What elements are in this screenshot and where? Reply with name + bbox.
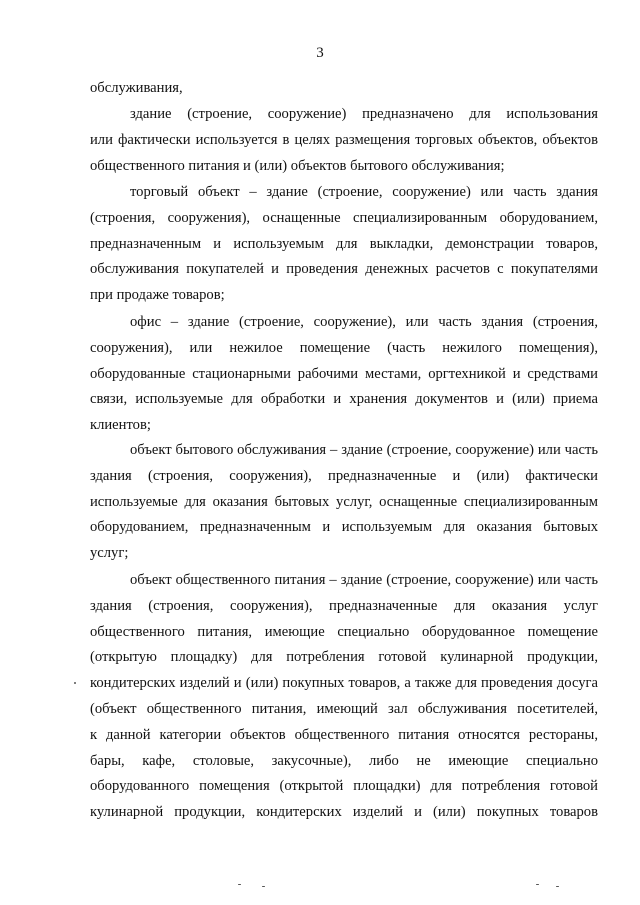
text-line: здание (строение, сооружение) предназначено для использования — [130, 106, 598, 122]
text-line: торговый объект – здание (строение, сооружение) или часть здания — [130, 184, 598, 200]
text-line: общественного питания, имеющие специально оборудованное помещение — [90, 623, 598, 640]
text-line: кулинарной продукции, кондитерских изделий и (или) покупных товаров — [90, 804, 598, 821]
text-line: оборудованного помещения (открытой площадки) для потребления готовой — [90, 778, 598, 795]
scan-speck — [262, 886, 265, 887]
text-line: (открытую площадку) для потребления готовой кулинарной продукции, — [90, 649, 598, 666]
scan-speck — [238, 884, 241, 885]
text-line: (объект общественного питания, имеющий зал обслуживания посетителей, — [90, 700, 598, 717]
text-line: здания (строения, сооружения), предназначенные и (или) фактически — [90, 467, 598, 484]
scan-speck — [74, 682, 76, 684]
text-line: здания (строения, сооружения), предназначенные для оказания услуг — [90, 597, 598, 614]
text-line: услуг; — [90, 545, 129, 562]
text-line: связи, используемые для обработки и хранения документов и (или) приема — [90, 391, 598, 408]
text-line: бары, кафе, столовые, закусочные), либо не имеющие специально — [90, 752, 598, 769]
page-number: 3 — [316, 45, 324, 61]
text-line: оборудованные стационарными рабочими местами, оргтехникой и средствами — [90, 365, 598, 382]
text-line: объект общественного питания – здание (строение, сооружение) или часть — [130, 572, 598, 588]
text-line: используемые для оказания бытовых услуг, оснащенные специализированным — [90, 493, 598, 510]
paragraph-continuation — [90, 76, 598, 102]
text-line: при продаже товаров; — [90, 287, 225, 304]
scan-speck — [536, 884, 539, 885]
text-line: сооружения), или нежилое помещение (часть нежилого помещения), — [90, 339, 598, 356]
text-line: объект бытового обслуживания – здание (строение, сооружение) или часть — [130, 442, 598, 458]
paragraph-office-definition — [90, 310, 598, 439]
text-line: кондитерских изделий и (или) покупных товаров, а также для проведения досуга — [90, 675, 598, 692]
text-line: или фактически используется в целях размещения торговых объектов, объектов — [90, 131, 598, 148]
paragraph-building-definition — [90, 102, 598, 179]
text-line: предназначенным и используемым для выкладки, демонстрации товаров, — [90, 235, 598, 252]
text-line: (строения, сооружения), оснащенные специализированным оборудованием, — [90, 209, 598, 226]
paragraph-consumer-services-definition — [90, 438, 598, 567]
paragraph-catering-definition — [90, 568, 598, 826]
text-line: офис – здание (строение, сооружение), или часть здания (строения, — [130, 314, 598, 330]
text-line: оборудованием, предназначенным и используемым для оказания бытовых — [90, 519, 598, 536]
text-line: обслуживания, — [90, 80, 183, 96]
text-line: клиентов; — [90, 417, 151, 434]
scan-speck — [556, 886, 559, 887]
text-line: обслуживания покупателей и проведения денежных расчетов с покупателями — [90, 261, 598, 278]
paragraph-trade-object-definition — [90, 180, 598, 309]
text-line: общественного питания и (или) объектов бытового обслуживания; — [90, 157, 505, 174]
text-line: к данной категории объектов общественного питания относятся рестораны, — [90, 726, 598, 743]
